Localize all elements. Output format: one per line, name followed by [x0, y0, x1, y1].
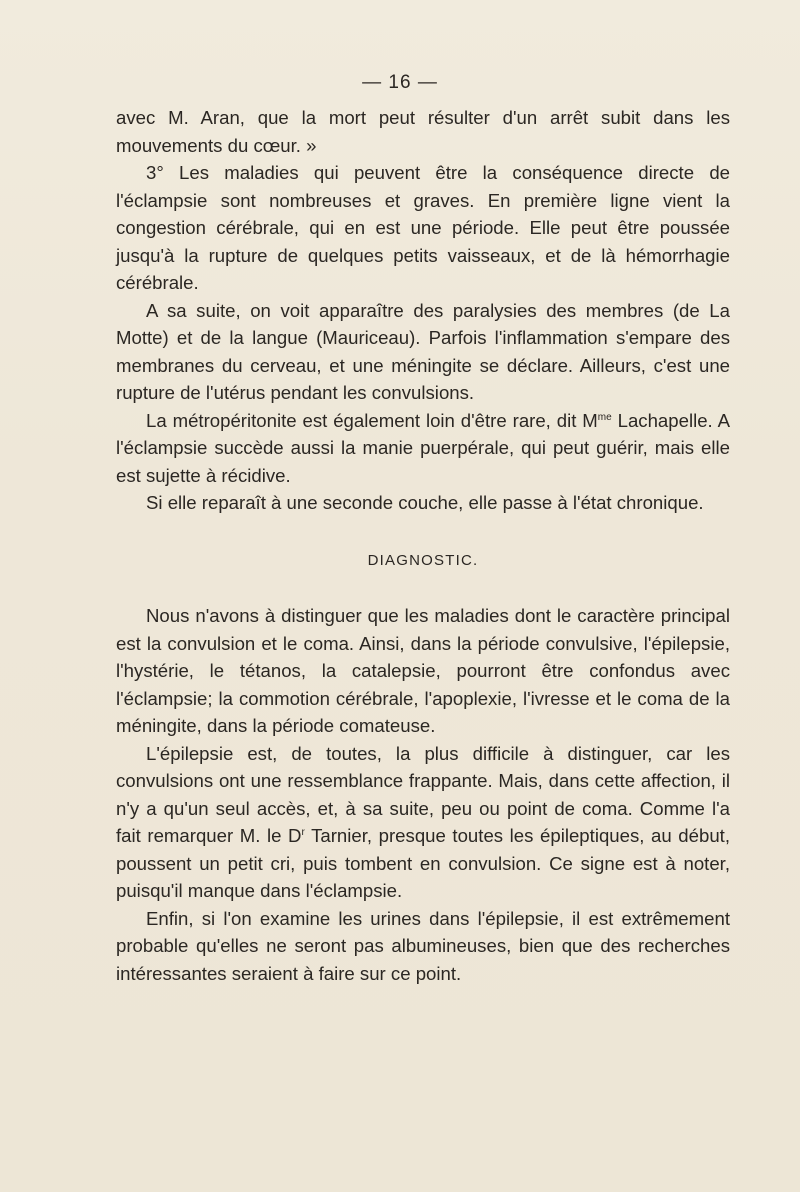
paragraph-recidive: Si elle reparaît à une seconde couche, elle passe à l'état chronique.	[146, 492, 704, 513]
section-heading: DIAGNOSTIC.	[367, 551, 479, 569]
paragraph-text-part: Lachapelle. A l'éclampsie succède aussi la manie puerpérale, qui peut guérir, mais elle est sujette à récidive.	[116, 409, 730, 486]
paragraph-consequences: 3° Les maladies qui peuvent être la conséquence directe de l'éclampsie sont nombreuses et graves. En première ligne vient la congestion cérébrale, qui en est une période. Elle peut être poussée jusqu'à la rupture de quelques petits vaisseaux, et de là hémorrhagie cérébrale.	[116, 162, 730, 293]
paragraph-continuation: avec M. Aran, que la mort peut résulter d'un arrêt subit dans les mouvements du cœur. »	[116, 107, 730, 156]
page-number: — 16 —	[362, 72, 438, 93]
paragraph-metroperitonite	[116, 407, 730, 490]
paragraph-text-part: La métropéritonite est également loin d'être rare, dit M	[146, 409, 598, 431]
paragraph-paralysies: A sa suite, on voit apparaître des paralysies des membres (de La Motte) et de la langue (Mauriceau). Parfois l'inflammation s'empare des membranes du cerveau, et une méningite se déclare. Ailleurs, c'est une rupture de l'utérus pendant les convulsions.	[116, 299, 730, 403]
paragraph-epilepsie	[116, 740, 730, 905]
page-body-text	[116, 104, 730, 987]
paragraph-text-part: Tarnier, presque toutes les épileptiques, au début, poussent un petit cri, puis tombent en convulsion. Ce signe est à noter, puisqu'il manque dans l'éclampsie.	[116, 825, 730, 901]
paragraph-text-part: L'épilepsie est, de toutes, la plus difficile à distinguer, car les convulsions ont une ressemblance frappante. Mais, dans cette affection, il n'y a qu'un seul accès, et, à sa suite, peu ou point de coma. Comme l'a fait remarquer M. le D	[116, 742, 730, 846]
superscript: me	[597, 411, 612, 423]
paragraph-diagnostic-intro: Nous n'avons à distinguer que les maladies dont le caractère principal est la convulsion et le coma. Ainsi, dans la période convulsive, l'épilepsie, l'hystérie, le tétanos, la catalepsie, pourront être confondus avec l'éclampsie; la commotion cérébrale, l'apoplexie, l'ivresse et le coma de la méningite, dans la période comateuse.	[116, 605, 730, 736]
paragraph-urines: Enfin, si l'on examine les urines dans l'épilepsie, il est extrêmement probable qu'elles ne seront pas albumineuses, bien que des recherches intéressantes seraient à faire sur ce point.	[116, 907, 730, 984]
superscript: r	[301, 827, 305, 838]
